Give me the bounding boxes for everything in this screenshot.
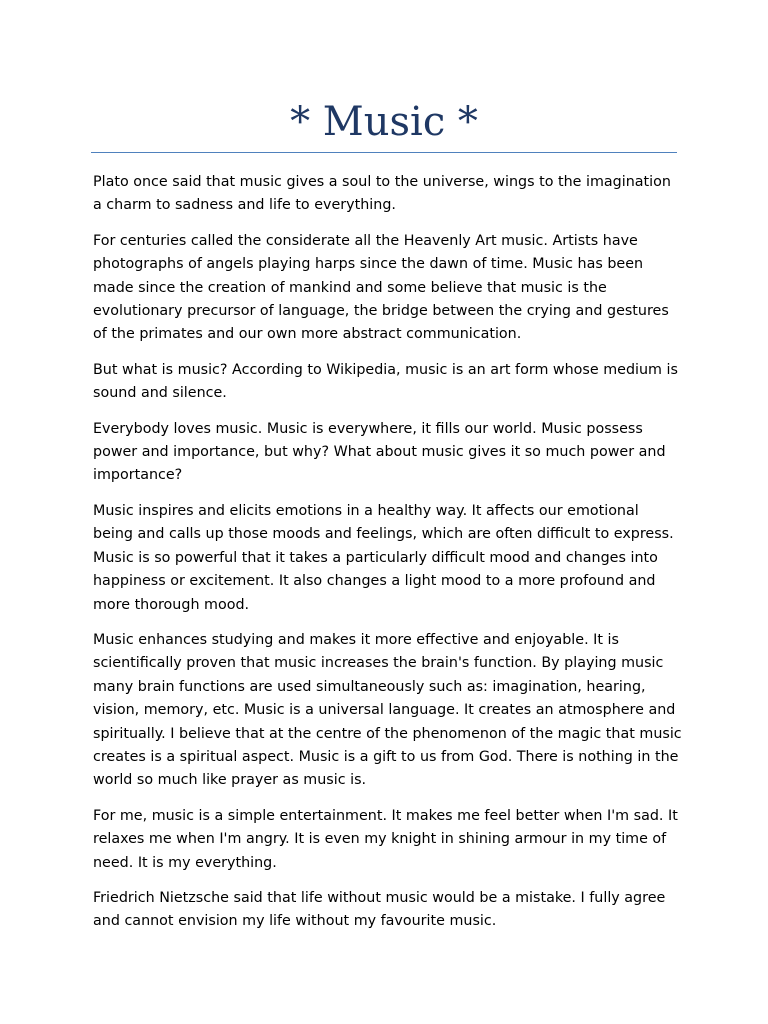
paragraph-nietzsche: Friedrich Nietzsche said that life without music would be a mistake. I fully agree and cannot envision my life without my favourite music. [93,889,666,930]
paragraph-emotions: Music inspires and elicits emotions in a healthy way. It affects our emotional being and calls up those moods and feelings, which are often difficult to express. Music is so powerful that it takes a particularly difficult mood and changes into happiness or excitement. It also changes a light mood to a more profound and more thorough mood. [93,502,674,613]
paragraph-everybody-loves-music: Everybody loves music. Music is everywhere, it fills our world. Music possess power and importance, but why? What about music gives it so much power and importance? [93,420,666,484]
paragraph-entertainment: For me, music is a simple entertainment. It makes me feel better when I'm sad. It relaxes me when I'm angry. It is even my knight in shining armour in my time of need. It is my everything. [93,807,678,871]
title-divider [91,152,677,153]
page-title: * Music * [290,99,478,145]
paragraph-studying: Music enhances studying and makes it more effective and enjoyable. It is scientifically proven that music increases the brain's function. By playing music many brain functions are used simultaneously such as: imagination, hearing, vision, memory, etc. Music is a universal language. It creates an atmosphere and spiritually. I believe that at the centre of the phenomenon of the magic that music creates is a spiritual aspect. Music is a gift to us from God. There is nothing in the world so much like prayer as music is. [93,631,682,789]
paragraph-what-is-music: But what is music? According to Wikipedia, music is an art form whose medium is sound and silence. [93,361,678,402]
paragraph-heavenly-art: For centuries called the considerate all the Heavenly Art music. Artists have photographs of angels playing harps since the dawn of time. Music has been made since the creation of mankind and some believe that music is the evolutionary precursor of language, the bridge between the crying and gestures of the primates and our own more abstract communication. [93,232,669,343]
paragraph-plato: Plato once said that music gives a soul to the universe, wings to the imagination a charm to sadness and life to everything. [93,174,671,214]
document-body [93,171,683,946]
